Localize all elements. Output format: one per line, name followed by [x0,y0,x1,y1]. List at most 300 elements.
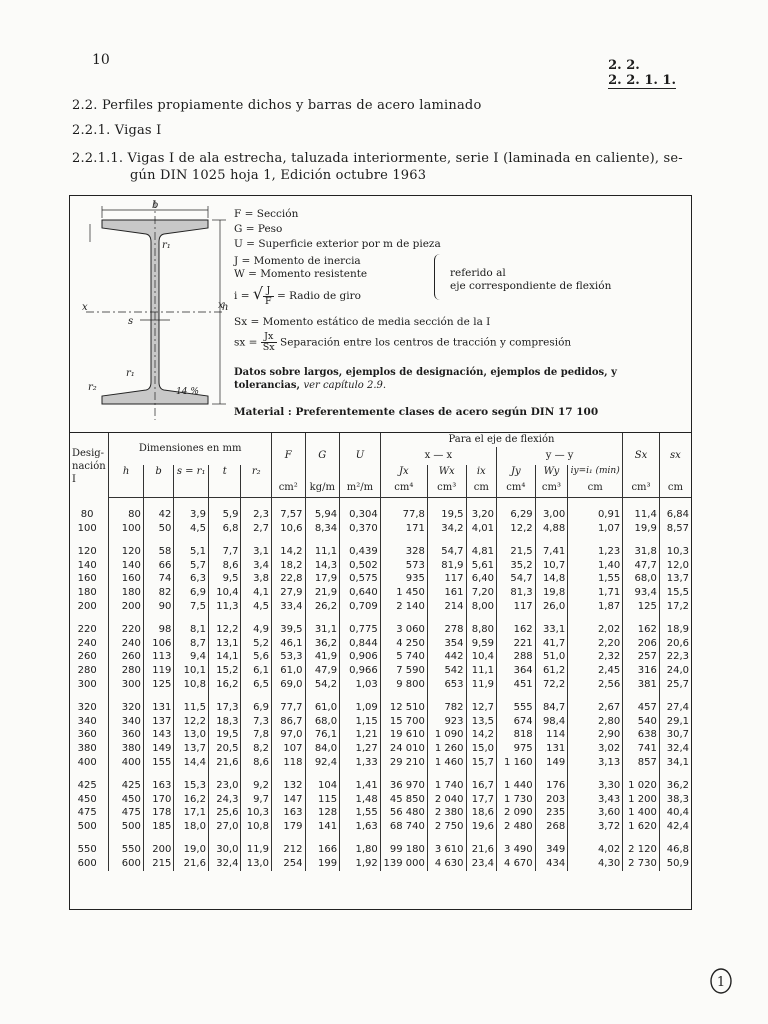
table-cell: 4 250 [380,637,427,651]
table-cell: 3,9 [174,508,209,522]
table-cell: 8,80 [466,623,497,637]
table-cell: 2 140 [380,600,427,614]
table-cell: 257 [623,650,660,664]
table-cell: 2 120 [623,843,660,857]
table-cell: 7 590 [380,664,427,678]
table-cell: 10,8 [174,678,209,692]
table-cell: 29,1 [659,715,691,729]
th-unit-Wx: cm³ [427,479,466,498]
th-Jx: Jx [380,465,427,479]
table-cell: 50,9 [659,857,691,871]
table-cell: 11,5 [174,701,209,715]
table-cell: 6,9 [174,586,209,600]
table-cell: 8,2 [241,742,272,756]
table-cell: 475 [109,806,144,820]
table-row [70,559,691,573]
table-cell: 104 [305,779,340,793]
table-cell: 14,2 [271,545,305,559]
table-cell: 72,2 [535,678,568,692]
table-cell: 31,8 [623,545,660,559]
table-cell: 47,7 [623,559,660,573]
th-G: G [305,433,340,479]
table-cell: 42,4 [659,820,691,834]
table-cell: 6,84 [659,508,691,522]
table-cell: 155 [143,756,174,770]
table-cell: 10,1 [174,664,209,678]
table-cell: 56 480 [380,806,427,820]
table-cell: 400 [109,756,144,770]
fig-label-x-left: x [82,302,88,313]
table-cell: 8,6 [208,559,241,573]
table-cell: 27,0 [208,820,241,834]
th-r2: r₂ [241,465,272,479]
table-cell: 1,15 [340,715,381,729]
table-cell: 4,88 [535,522,568,536]
table-cell: 199 [305,857,340,871]
table-cell: 13,5 [466,715,497,729]
table-cell: 147 [271,793,305,807]
table-cell: 15 700 [380,715,427,729]
table-cell: 97,0 [271,728,305,742]
table-cell: 139 000 [380,857,427,871]
table-cell: 11,1 [305,545,340,559]
table-cell: 7,8 [241,728,272,742]
table-cell: 84,7 [535,701,568,715]
legend-i-fraction [263,286,274,307]
table-cell: 15,3 [174,779,209,793]
table-cell: 220 [109,623,144,637]
legend-i-post: = Radio de giro [276,290,361,302]
table-cell: 5,7 [174,559,209,573]
th-Sx: Sx [623,433,660,479]
table-cell: 7,7 [208,545,241,559]
legend-i: i = √ $\frac{J}{F}$ = Radio de giro [234,284,361,307]
table-cell: 26,0 [535,600,568,614]
table-cell: 741 [623,742,660,756]
group-spacer [70,833,691,843]
fig-label-r1: r₁ [162,240,171,251]
table-cell: 600 [109,857,144,871]
table-cell: 21,6 [208,756,241,770]
table-cell: 381 [623,678,660,692]
table-cell: 77,8 [380,508,427,522]
table-cell: 1 730 [497,793,536,807]
table-cell: 9,7 [241,793,272,807]
table-cell: 214 [427,600,466,614]
table-cell: 1,41 [340,779,381,793]
table-cell: 475 [77,807,97,819]
table-cell: 0,575 [340,572,381,586]
table-cell: 14,8 [535,572,568,586]
table-cell: 782 [427,701,466,715]
table-cell: 17,9 [305,572,340,586]
table-row [70,843,691,857]
th-unit-Wy: cm³ [535,479,568,498]
table-cell: 550 [109,843,144,857]
table-cell: 8,6 [241,756,272,770]
table-cell: 0,966 [340,664,381,678]
legend-J: J = Momento de inercia [234,255,361,267]
table-cell: 12,2 [208,623,241,637]
table-cell: 6,40 [466,572,497,586]
table-cell: 550 [77,844,97,856]
table-cell: 24 010 [380,742,427,756]
table-cell: 80 [109,508,144,522]
table-cell: 32,4 [208,857,241,871]
table-cell: 638 [623,728,660,742]
table-frame [69,195,692,910]
table-cell: 13,7 [659,572,691,586]
table-cell: 9,2 [241,779,272,793]
table-cell: 0,640 [340,586,381,600]
table-cell: 3 060 [380,623,427,637]
table-cell: 0,844 [340,637,381,651]
th-unit-iy: cm [568,479,623,498]
table-cell: 4,01 [466,522,497,536]
fig-label-r1-lower: r₁ [126,368,135,379]
table-cell: 280 [77,664,97,676]
table-row [70,637,691,651]
table-cell: 98,4 [535,715,568,729]
table-cell: 149 [535,756,568,770]
table-cell: 10,3 [659,545,691,559]
legend-U: U = Superficie exterior por m de pieza [234,238,441,250]
legend-box [70,196,691,433]
table-cell: 3,00 [535,508,568,522]
table-cell: 19,8 [535,586,568,600]
table-cell: 45 850 [380,793,427,807]
table-cell: 923 [427,715,466,729]
table-cell: 6,8 [208,522,241,536]
table-cell: 4,5 [241,600,272,614]
table-cell: 2,32 [568,650,623,664]
table-cell: 1,23 [568,545,623,559]
table-cell: 18,9 [659,623,691,637]
table-cell: 84,0 [305,742,340,756]
table-cell: 4 630 [427,857,466,871]
table-row [70,600,691,614]
table-cell: 140 [109,559,144,573]
table-cell: 125 [143,678,174,692]
table-cell: 14,2 [466,728,497,742]
table-cell: 12,0 [659,559,691,573]
table-cell: 10,3 [241,806,272,820]
table-cell: 21,6 [174,857,209,871]
table-row [70,678,691,692]
table-cell: 179 [271,820,305,834]
th-Jy: Jy [497,465,536,479]
table-cell: 360 [109,728,144,742]
table-cell: 10,7 [535,559,568,573]
table-cell: 15,7 [466,756,497,770]
table-cell: 137 [143,715,174,729]
table-cell: 22,3 [659,650,691,664]
table-cell: 8,00 [466,600,497,614]
table-cell: 1,55 [568,572,623,586]
th-U: U [340,433,381,479]
table-cell: 24,0 [659,664,691,678]
table-cell: 170 [143,793,174,807]
table-cell: 3,4 [241,559,272,573]
legend-i-den: F [265,295,272,307]
table-row [70,586,691,600]
table-cell: 1 740 [427,779,466,793]
table-cell: 3,13 [568,756,623,770]
table-cell: 118 [271,756,305,770]
table-cell: 215 [143,857,174,871]
table-cell: 818 [497,728,536,742]
table-cell: 31,1 [305,623,340,637]
table-cell: 81,9 [427,559,466,573]
table-cell: 8,34 [305,522,340,536]
table-cell: 1,48 [340,793,381,807]
table-cell: 450 [109,793,144,807]
table-cell: 2,80 [568,715,623,729]
heading-table-title-line2: gún DIN 1025 hoja 1, Edición octubre 1963 [130,168,427,183]
table-cell: 200 [143,843,174,857]
table-cell: 2 040 [427,793,466,807]
table-cell: 11,4 [623,508,660,522]
table-cell: 268 [535,820,568,834]
table-cell: 76,1 [305,728,340,742]
table-cell: 140 [77,559,97,571]
th-h: h [109,465,144,479]
legend-sx-fraction [261,332,277,353]
table-cell: 0,370 [340,522,381,536]
table-cell: 288 [497,650,536,664]
table-cell: 114 [535,728,568,742]
table-cell: 11,9 [241,843,272,857]
table-cell: 254 [271,857,305,871]
table-cell: 3,1 [241,545,272,559]
table-cell: 68 740 [380,820,427,834]
table-cell: 14,3 [305,559,340,573]
table-cell: 115 [305,793,340,807]
legend-note [234,366,674,392]
table-cell: 27,4 [659,701,691,715]
table-cell: 6,3 [174,572,209,586]
table-cell: 3,43 [568,793,623,807]
table-cell: 3,72 [568,820,623,834]
table-cell: 120 [109,545,144,559]
table-cell: 7,5 [174,600,209,614]
table-row [70,806,691,820]
th-Wy: Wy [535,465,568,479]
table-cell: 7,3 [241,715,272,729]
table-cell: 30,7 [659,728,691,742]
table-row [70,522,691,536]
table-cell: 143 [143,728,174,742]
table-cell: 4,30 [568,857,623,871]
legend-sx-pre: sx = [234,336,258,349]
table-row [70,508,691,522]
table-cell: 16,7 [466,779,497,793]
table-cell: 13,1 [208,637,241,651]
fig-label-x-right: x [218,300,224,311]
table-cell: 3,8 [241,572,272,586]
table-cell: 600 [77,858,97,870]
table-cell: 1,63 [340,820,381,834]
table-cell: 1,21 [340,728,381,742]
table-cell: 54,7 [427,545,466,559]
th-ix: ix [466,465,497,479]
table-cell: 51,0 [535,650,568,664]
table-cell: 340 [77,715,97,727]
legend-G: G = Peso [234,223,283,235]
table-cell: 7,20 [466,586,497,600]
table-cell: 425 [77,780,97,792]
table-cell: 106 [143,637,174,651]
table-cell: 171 [380,522,427,536]
table-cell: 100 [77,522,97,534]
table-cell: 8,7 [174,637,209,651]
table-cell: 47,9 [305,664,340,678]
table-cell: 58 [143,545,174,559]
table-row [70,742,691,756]
table-cell: 6,29 [497,508,536,522]
legend-Sx: Sx = Momento estático de media sección de la I [234,316,491,328]
table-cell: 98 [143,623,174,637]
table-cell: 15,0 [466,742,497,756]
legend-axis: eje correspondiente de flexión [450,280,612,292]
table-cell: 360 [77,729,97,741]
table-cell: 2,45 [568,664,623,678]
table-cell: 61,2 [535,664,568,678]
table-cell: 162 [623,623,660,637]
table-cell: 17,7 [466,793,497,807]
table-cell: 160 [109,572,144,586]
table-cell: 68,0 [623,572,660,586]
table-cell: 4,5 [174,522,209,536]
table-cell: 3,30 [568,779,623,793]
table-cell: 10,6 [271,522,305,536]
th-Wx: Wx [427,465,466,479]
table-cell: 61,0 [305,701,340,715]
th-unit-ix: cm [466,479,497,498]
table-cell: 457 [623,701,660,715]
table-cell: 450 [77,793,97,805]
table-cell: 15,5 [659,586,691,600]
legend-F: F = Sección [234,208,299,220]
table-cell: 2 480 [497,820,536,834]
table-cell: 178 [143,806,174,820]
table-cell: 653 [427,678,466,692]
table-cell: 46,8 [659,843,691,857]
table-cell: 500 [109,820,144,834]
table-cell: 19,6 [466,820,497,834]
th-F: F [271,433,305,479]
table-cell: 2,90 [568,728,623,742]
table-cell: 35,2 [497,559,536,573]
i-beam-profile-drawing [80,198,230,424]
table-cell: 3 490 [497,843,536,857]
table-cell: 340 [109,715,144,729]
table-cell: 27,9 [271,586,305,600]
table-cell: 5 740 [380,650,427,664]
table-cell: 380 [109,742,144,756]
table-cell: 5,61 [466,559,497,573]
section-reference [608,58,676,89]
table-cell: 18,6 [466,806,497,820]
table-cell: 555 [497,701,536,715]
fig-label-slope: 14 % [176,387,199,397]
table-cell: 39,5 [271,623,305,637]
table-cell: 20,6 [659,637,691,651]
table-cell: 1,55 [340,806,381,820]
th-unit-sx: cm [659,479,691,498]
table-cell: 149 [143,742,174,756]
table-cell: 81,3 [497,586,536,600]
table-cell: 19,5 [427,508,466,522]
table-cell: 3,20 [466,508,497,522]
table-cell: 206 [623,637,660,651]
table-cell: 316 [623,664,660,678]
table-cell: 161 [427,586,466,600]
table-cell: 42 [143,508,174,522]
table-cell: 117 [427,572,466,586]
data-table [70,433,691,871]
table-cell: 2,02 [568,623,623,637]
table-cell: 163 [143,779,174,793]
table-cell: 320 [109,701,144,715]
table-cell: 975 [497,742,536,756]
table-row [70,650,691,664]
table-cell: 2,7 [241,522,272,536]
table-cell: 349 [535,843,568,857]
th-unit-U: m²/m [340,479,381,498]
table-cell: 1 440 [497,779,536,793]
table-cell: 935 [380,572,427,586]
th-dimensions: Dimensiones en mm [109,433,272,465]
table-cell: 36,2 [305,637,340,651]
table-cell: 38,3 [659,793,691,807]
table-cell: 17,2 [659,600,691,614]
group-spacer [70,691,691,701]
table-cell: 32,4 [659,742,691,756]
table-cell: 19 610 [380,728,427,742]
table-cell: 6,9 [241,701,272,715]
group-spacer [70,613,691,623]
table-cell: 1 020 [623,779,660,793]
table-cell: 240 [109,637,144,651]
table-cell: 24,3 [208,793,241,807]
table-cell: 19,9 [623,522,660,536]
table-cell: 16,2 [174,793,209,807]
table-cell: 19,5 [208,728,241,742]
fig-label-h: h [222,302,229,313]
table-cell: 66 [143,559,174,573]
table-row [70,857,691,871]
table-cell: 240 [77,637,97,649]
table-cell: 6,5 [241,678,272,692]
th-unit-Jy: cm⁴ [497,479,536,498]
group-spacer [70,498,691,509]
table-cell: 29 210 [380,756,427,770]
table-cell: 6,1 [241,664,272,678]
table-cell: 1,40 [568,559,623,573]
table-cell: 1 460 [427,756,466,770]
table-cell: 2 730 [623,857,660,871]
table-cell: 54,7 [497,572,536,586]
table-cell: 12,7 [466,701,497,715]
table-cell: 17,3 [208,701,241,715]
table-cell: 119 [143,664,174,678]
table-cell: 82 [143,586,174,600]
table-cell: 21,9 [305,586,340,600]
table-cell: 1,07 [568,522,623,536]
table-cell: 18,3 [208,715,241,729]
table-cell: 1 200 [623,793,660,807]
